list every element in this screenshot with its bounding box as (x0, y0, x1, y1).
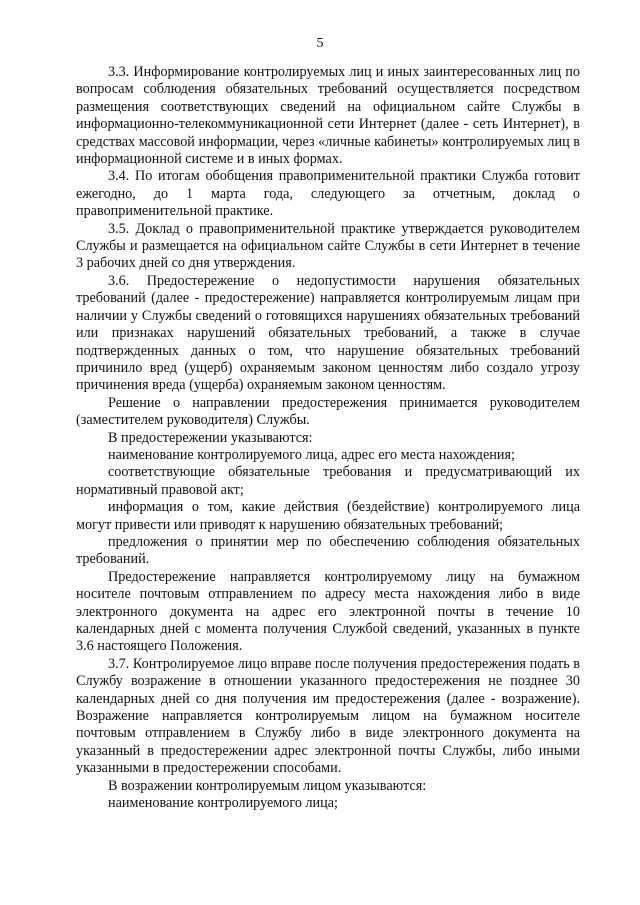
paragraph-3-7: 3.7. Контролируемое лицо вправе после получения предостережения подать в Службу возражение в отношении указанного предостережения не позднее 30 календарных дней со дня получения им предостережения (далее - возражение). Возражение направляется контролируемым лицом на бумажном носителе почтовым отправлением в Службу либо в виде электронного документа на указанный в предостережении адрес электронной почты Службы, либо иными указанными в предостережении способами. (76, 655, 580, 777)
paragraph-3-3: 3.3. Информирование контролируемых лиц и иных заинтересованных лиц по вопросам соблюдения обязательных требований осуществляется посредством размещения соответствующих сведений на официальном сайте Службы в информационно-телекоммуникационной сети Интернет (далее - сеть Интернет), в средствах массовой информации, через «личные кабинеты» контролируемых лиц в информационной системе и в иных формах. (76, 64, 580, 168)
document-body (76, 64, 580, 812)
paragraph-3-6: 3.6. Предостережение о недопустимости нарушения обязательных требований (далее - предостережение) направляется контролируемым лицам при наличии у Службы сведений о готовящихся нарушениях обязательных требований или признаках нарушений обязательных требований, а также в случае подтвержденных данных о том, что нарушение обязательных требований причинило вред (ущерб) охраняемым законом ценностям либо создало угрозу причинения вреда (ущерба) охраняемым законом ценностям. (76, 272, 580, 394)
paragraph-3-4: 3.4. По итогам обобщения правоприменительной практики Служба готовит ежегодно, до 1 марта года, следующего за отчетным, доклад о правоприменительной практике. (76, 168, 580, 220)
paragraph-warning-delivery: Предостережение направляется контролируемому лицу на бумажном носителе почтовым отправлением по адресу места нахождения либо в виде электронного документа на адрес его электронной почты в течение 10 календарных дней с момента получения Службой сведений, указанных в пункте 3.6 настоящего Положения. (76, 568, 580, 655)
paragraph-3-5: 3.5. Доклад о правоприменительной практике утверждается руководителем Службы и размещается на официальном сайте Службы в сети Интернет в течение 3 рабочих дней со дня утверждения. (76, 220, 580, 272)
paragraph-warning-contents-intro: В предостережении указываются: (108, 429, 313, 446)
list-item-actions: информация о том, какие действия (бездействие) контролируемого лица могут привести или приводят к нарушению обязательных требований; (76, 499, 580, 533)
paragraph-warning-decision: Решение о направлении предостережения принимается руководителем (заместителем руководителя) Службы. (76, 394, 580, 429)
paragraph-objection-contents-intro: В возражении контролируемым лицом указываются: (108, 777, 427, 794)
list-item-name-address: наименование контролируемого лица, адрес его места нахождения; (108, 446, 515, 463)
page-number: 5 (316, 36, 324, 51)
list-item-objection-name: наименование контролируемого лица; (108, 795, 338, 812)
list-item-proposals: предложения о принятии мер по обеспечению соблюдения обязательных требований. (76, 533, 580, 568)
list-item-requirements: соответствующие обязательные требования и предусматривающий их нормативный правовой акт; (76, 464, 580, 498)
